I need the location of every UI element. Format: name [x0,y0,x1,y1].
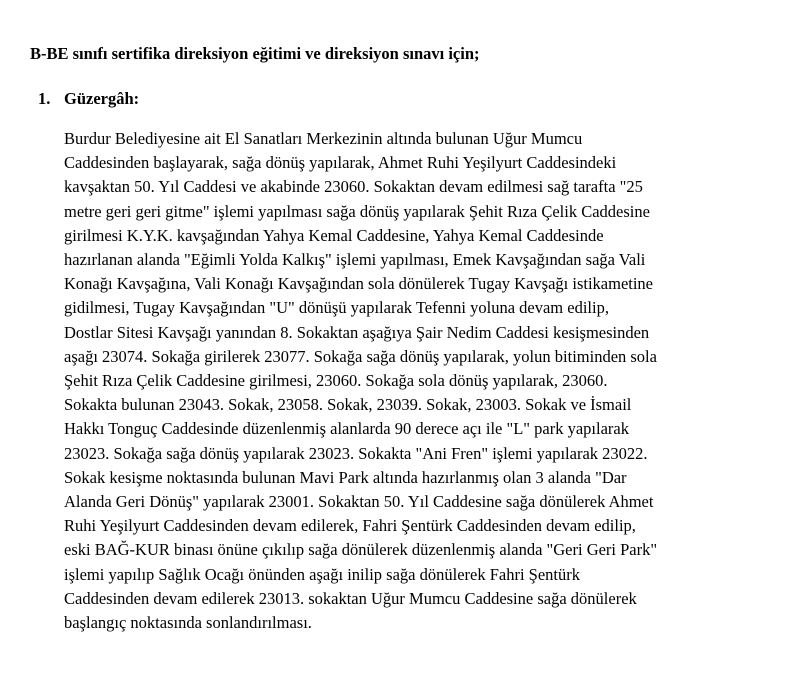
route-line: 23023. Sokağa sağa dönüş yapılarak 23023. Sokakta "Ani Fren" işlemi yapılarak 23022. [64,443,648,463]
route-line: metre geri geri gitme" işlemi yapılması sağa dönüş yapılarak Şehit Rıza Çelik Caddesine [64,201,650,221]
section-number: 1. [38,89,51,108]
route-line: Caddesinden başlayarak, sağa dönüş yapılarak, Ahmet Ruhi Yeşilyurt Caddesindeki [64,153,617,173]
route-line: Dostlar Sitesi Kavşağı yanından 8. Sokaktan aşağıya Şair Nedim Caddesi kesişmesinden [64,322,650,342]
route-line: Burdur Belediyesine ait El Sanatları Merkezinin altında bulunan Uğur Mumcu [64,129,583,148]
route-line: Alanda Geri Dönüş" yapılarak 23001. Sokaktan 50. Yıl Caddesine sağa dönülerek Ahmet [64,492,654,512]
route-line: Caddesinden devam edilerek 23013. sokaktan Uğur Mumcu Caddesine sağa dönülerek [64,588,637,608]
route-line: aşağı 23074. Sokağa girilerek 23077. Sokağa sağa dönüş yapılarak, yolun bitiminden sola [64,346,657,366]
route-line: girilmesi K.Y.K. kavşağından Yahya Kemal Caddesine, Yahya Kemal Caddesinde [64,225,604,245]
route-line: gidilmesi, Tugay Kavşağından "U" dönüşü yapılarak Tefenni yoluna devam edilip, [64,298,609,318]
route-line: hazırlanan alanda "Eğimli Yolda Kalkış" işlemi yapılması, Emek Kavşağından sağa Vali [64,250,646,270]
route-line: Konağı Kavşağına, Vali Konağı Kavşağından sola dönülerek Tugay Kavşağı istikametine [64,274,654,294]
route-line: Şehit Rıza Çelik Caddesine girilmesi, 23060. Sokağa sola dönüş yapılarak, 23060. [64,371,608,391]
route-line: Sokak kesişme noktasında bulunan Mavi Park altında hazırlanmış olan 3 alanda "Dar [64,467,627,487]
route-line: kavşaktan 50. Yıl Caddesi ve akabinde 23060. Sokaktan devam edilmesi sağ tarafta "25 [64,177,643,197]
section-title [38,89,139,109]
route-description [64,127,784,635]
route-line: Sokakta bulunan 23043. Sokak, 23058. Sokak, 23039. Sokak, 23003. Sokak ve İsmail [64,395,632,415]
route-line: Hakkı Tonguç Caddesinde düzenlenmiş alanlarda 90 derece açı ile "L" park yapılarak [64,419,629,439]
route-line: başlangıç noktasında sonlandırılması. [64,613,312,633]
section-title-text: Güzergâh: [64,89,140,108]
document-heading: B-BE sınıfı sertifika direksiyon eğitimi ve direksiyon sınavı için; [30,44,480,63]
route-line: Ruhi Yeşilyurt Caddesinden devam edilerek, Fahri Şentürk Caddesinden devam edilip, [64,516,636,536]
route-line: işlemi yapılıp Sağlık Ocağı önünden aşağı inilip sağa dönülerek Fahri Şentürk [64,564,580,584]
route-line: eski BAĞ-KUR binası önüne çıkılıp sağa dönülerek düzenlenmiş alanda "Geri Geri Park" [64,540,658,560]
